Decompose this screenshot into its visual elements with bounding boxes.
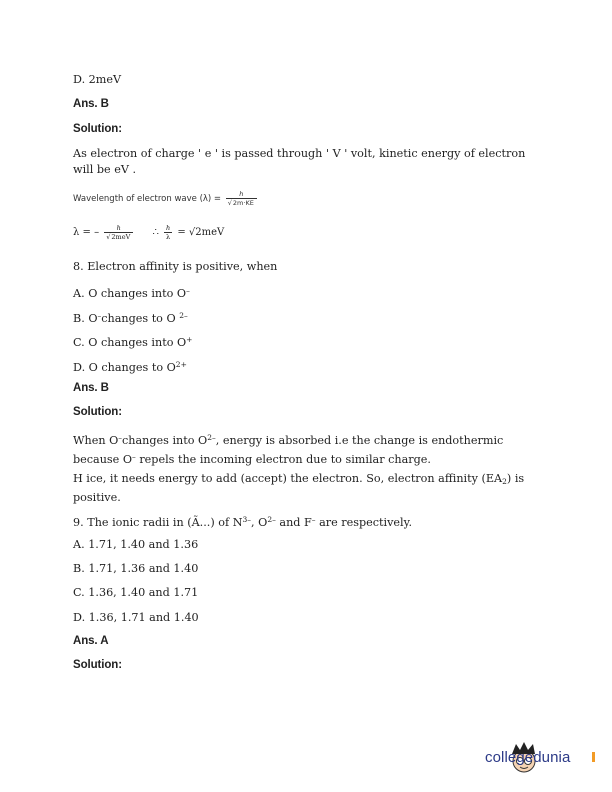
brand-accent-mark [592, 752, 595, 762]
fraction-denominator: √2m·KE [226, 198, 257, 207]
q9-option-a: A. 1.71, 1.40 and 1.36 [73, 538, 199, 551]
q7-solution-text: As electron of charge ' e ' is passed through ' V ' volt, kinetic energy of electron will be eV . [73, 147, 526, 176]
q8-question: 8. Electron affinity is positive, when [73, 260, 278, 273]
q8-answer: Ans. B [73, 382, 109, 394]
fraction-numerator: h [116, 224, 121, 232]
brand-logo-text: collegedunia [485, 749, 571, 766]
formula-fraction: $\frac{h}{\lambda}$ [165, 224, 171, 241]
q9-option-d: D. 1.36, 1.71 and 1.40 [73, 611, 199, 624]
q9-option-b: B. 1.71, 1.36 and 1.40 [73, 562, 199, 575]
q8-solution-label: Solution: [73, 406, 122, 418]
q8-option-b: B. O–changes to O $^{2-}$ [73, 311, 188, 325]
fraction-denominator: √2meV [104, 232, 133, 241]
q8-solution-paragraph-2: H ice, it needs energy to add (accept) the electron. So, electron affinity $(EA_2)$ is positive. [73, 472, 525, 504]
formula-label: Wavelength of electron wave (λ) = [73, 194, 224, 204]
q8-option-d: D. O changes to $O^{2+}$ [73, 360, 187, 374]
formula-rhs: = √2meV [177, 227, 225, 238]
q8-option-a: A. O changes into O– [73, 286, 190, 300]
q7-option-d: D. 2meV [73, 73, 122, 86]
formula-lhs: λ = – [73, 227, 100, 238]
q7-formula-wavelength [73, 190, 259, 207]
q9-answer: Ans. A [73, 635, 109, 647]
therefore-symbol: ∴ [152, 227, 159, 238]
formula-fraction [104, 224, 133, 241]
q8-option-c: C. O changes into O+ [73, 335, 193, 349]
q9-question: 9. The ionic radii in (Ã...) of $N^{3-}$, $O^{2-}$ and F– are respectively. [73, 515, 413, 529]
q7-formula-lambda [73, 224, 224, 241]
fraction-numerator: h [239, 190, 244, 198]
q9-solution-label: Solution: [73, 659, 122, 671]
q7-answer: Ans. B [73, 98, 109, 110]
q8-solution-paragraph-1: When O–changes into $O^{2-}$, energy is absorbed i.e the change is endothermic because O– repels the incoming electron due to similar charge. [73, 433, 504, 466]
formula-fraction [226, 190, 257, 207]
q9-option-c: C. 1.36, 1.40 and 1.71 [73, 586, 199, 599]
q7-solution-label: Solution: [73, 123, 122, 135]
